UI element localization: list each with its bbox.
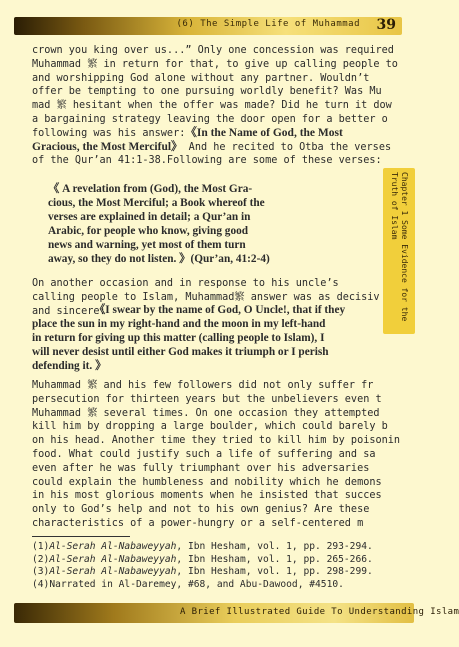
footnote-source: Al-Serah Al-Nabaweyyah xyxy=(49,541,177,552)
footnote xyxy=(32,566,418,579)
header-bar xyxy=(14,17,402,35)
text-line: crown you king over us...” Only one concession was required xyxy=(32,45,394,56)
quote-line: away, so they do not listen. 》(Qur’an, 41:2-4) xyxy=(48,253,270,265)
quran-quote xyxy=(48,182,318,266)
uncle-quote xyxy=(32,303,392,373)
quote-line: will never desist until either God makes it triumph or I perish xyxy=(32,346,329,358)
quote-line: 《I swear by the name of God, O Uncle!, that if they xyxy=(94,304,346,316)
text-line: offer be tempting to one pursuing worldly benefit? Was Mu xyxy=(32,86,382,98)
quote-line: place the sun in my right-hand and the moon in my left-hand xyxy=(32,318,326,330)
quote-line: verses are explained in detail; a Qur’an in xyxy=(48,211,251,223)
text-line: in his most glorious moments when he insisted that succes xyxy=(32,490,382,502)
text-line xyxy=(32,127,418,141)
page-number: 39 xyxy=(376,17,396,33)
footnote xyxy=(32,554,418,567)
text-line: food. What could justify such a life of suffering and sa xyxy=(32,448,376,460)
bismillah-phrase: 《In the Name of God, the Most xyxy=(185,126,343,139)
quote-line: news and warning, yet most of them turn xyxy=(48,239,246,251)
text-line: even after he was fully triumphant over his adversaries xyxy=(32,462,370,474)
text-line: Muhammad 繁 several times. On one occasion they attempted xyxy=(32,407,380,419)
quote-line: Arabic, for people who know, giving good xyxy=(48,225,249,237)
text-line: kill him by dropping a large boulder, which could barely b xyxy=(32,421,388,433)
text-line: persecution for thirteen years but the unbelievers even t xyxy=(32,393,382,405)
footnote-rest: , Ibn Hesham, vol. 1, pp. 265-266. xyxy=(176,553,373,565)
footnote-number: (2) xyxy=(32,553,50,565)
footnote-source: Al-Serah Al-Nabaweyyah xyxy=(49,553,177,565)
text-line: and sincere: xyxy=(32,305,106,317)
running-header-title: (6) The Simple Life of Muhammad xyxy=(176,19,360,29)
text-line: Muhammad 繁 and his few followers did not only suffer fr xyxy=(32,380,374,391)
paragraph-1 xyxy=(32,44,418,168)
footnote-source: Al-Serah Al-Nabaweyyah xyxy=(49,566,177,578)
text-line: mad 繁 hesitant when the offer was made? Did he turn it dow xyxy=(32,100,392,112)
text-line: of the Qur’an 41:1-38.Following are some of these verses: xyxy=(32,155,382,167)
text-span: And he recited to Otba the verses xyxy=(182,141,392,153)
text-line: and worshipping God alone without any partner. Wouldn’t xyxy=(32,72,370,84)
text-line: Muhammad 繁 in return for that, to give up calling people to xyxy=(32,58,398,70)
footnote xyxy=(32,541,418,554)
footnote-number: (4) xyxy=(32,578,50,590)
footnotes xyxy=(32,541,418,591)
footnote-source: Narrated in Al-Daremey, #68, and Abu-Dawood, #4510. xyxy=(49,578,344,590)
footnote-rest: , Ibn Hesham, vol. 1, pp. 298-299. xyxy=(176,566,373,578)
quote-line: cious, the Most Merciful; a Book whereof the xyxy=(48,197,265,209)
paragraph-3 xyxy=(32,379,418,531)
footnote-number: (3) xyxy=(32,566,50,578)
text-line: characteristics of a power-hungry or a self-centered m xyxy=(32,517,364,529)
text-line: only to God’s help and not to his own genius? Are these xyxy=(32,504,370,516)
chapter-side-tab-label: Chapter 1 Some Evidence for the Truth of Islam xyxy=(390,172,409,322)
text-line: could explain the humbleness and nobility which he demons xyxy=(32,476,382,488)
text-span: following was his answer: xyxy=(32,127,186,139)
bismillah-phrase-cont: Gracious, the Most Merciful》 xyxy=(32,140,183,153)
text-line xyxy=(32,141,418,155)
quote-line: defending it. 》 xyxy=(32,360,107,372)
text-line: On another occasion and in response to his uncle’s xyxy=(32,278,339,289)
running-footer-title: A Brief Illustrated Guide To Understanding Islam xyxy=(180,607,459,617)
quote-line: 《 A revelation from (God), the Most Gra- xyxy=(48,183,253,195)
quote-line: in return for giving up this matter (calling people to Islam), I xyxy=(32,332,325,344)
text-line: on his head. Another time they tried to kill him by poisonin xyxy=(32,435,401,447)
footnote xyxy=(32,579,418,592)
text-line: calling people to Islam, Muhammad繁 answer was as decisiv xyxy=(32,291,380,303)
text-line: a bargaining strategy leaving the door open for a better o xyxy=(32,113,388,125)
footnote-divider xyxy=(32,536,130,537)
footnote-rest: , Ibn Hesham, vol. 1, pp. 293-294. xyxy=(176,541,373,552)
footnote-number: (1) xyxy=(32,541,50,552)
footer-bar xyxy=(14,603,459,623)
